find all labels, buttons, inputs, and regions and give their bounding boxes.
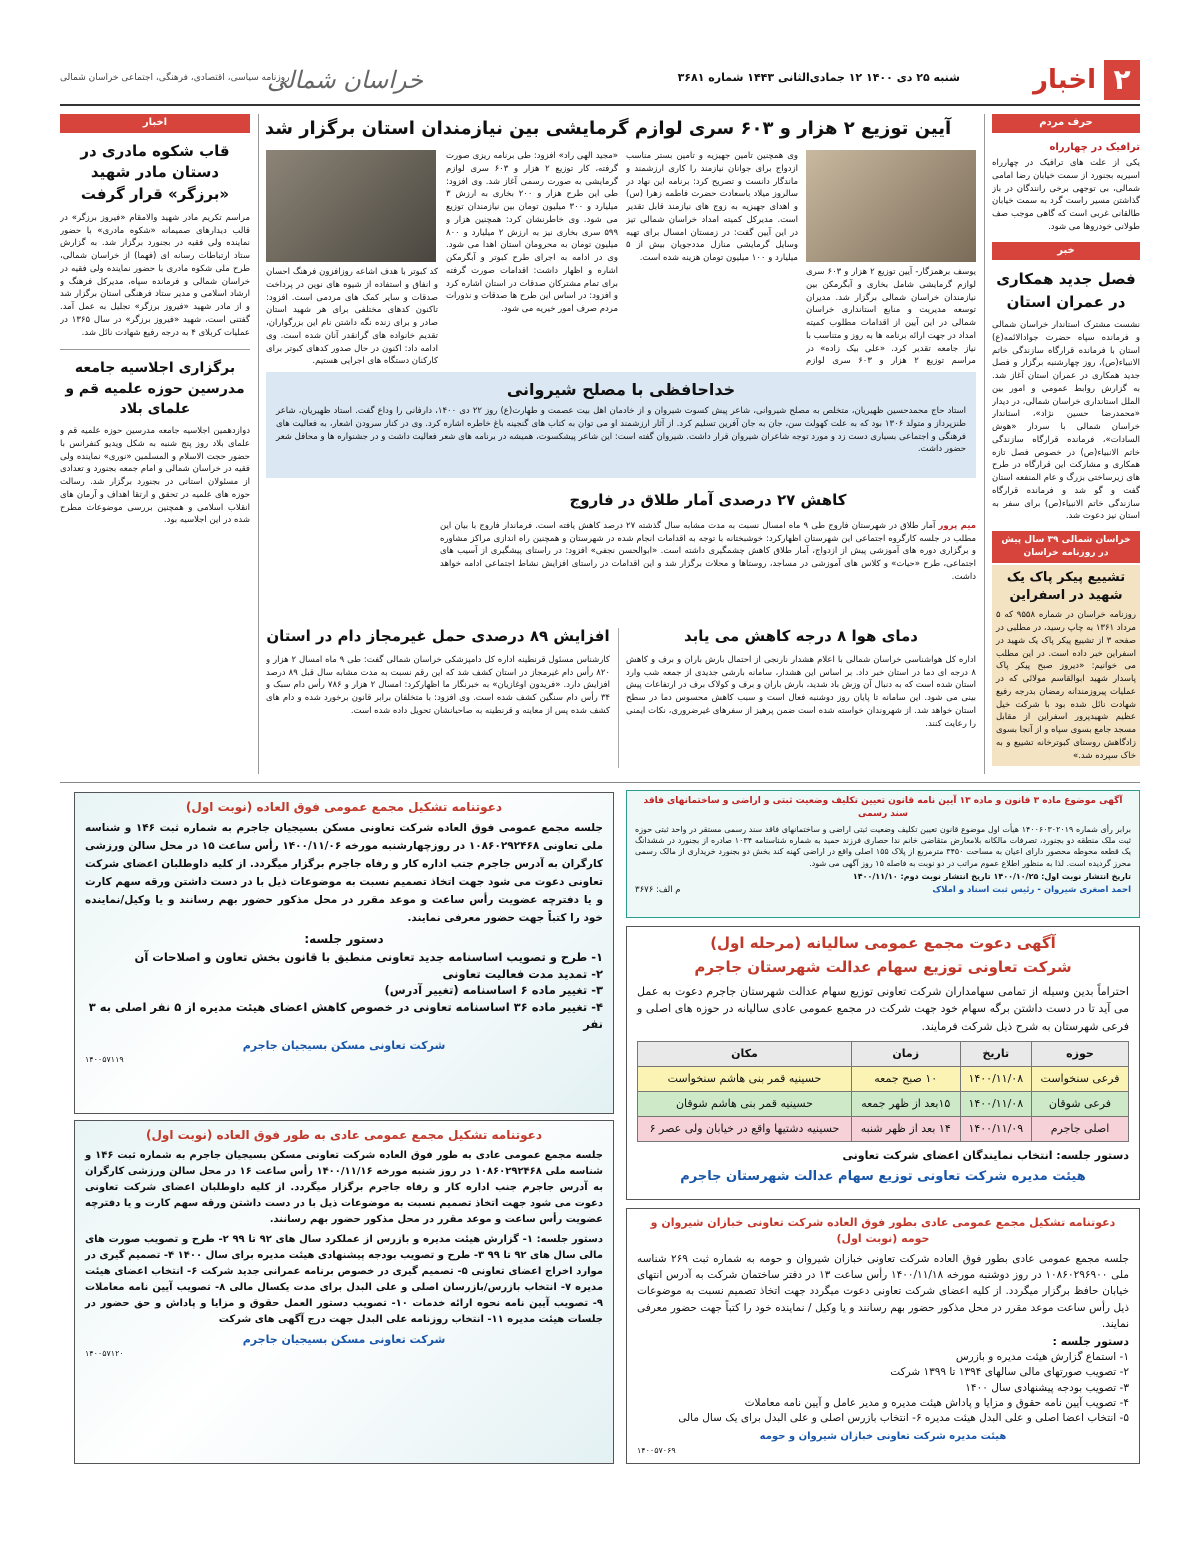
author: میم پرور — [938, 520, 976, 531]
livestock-story — [266, 626, 610, 776]
ad-agenda: دستور جلسه: انتخاب نمایندگان اعضای شرکت تعاونی — [842, 1149, 1129, 1163]
tagline: روزنامه سیاسی، اقتصادی، فرهنگی، اجتماعی خراسان شمالی — [60, 73, 290, 83]
news-body: دوازدهمین اجلاسیه جامعه مدرسین حوزه علمیه قم و علمای بلاد روز پنج شنبه به شکل ویدیو کنفرانس با حضور حجت الاسلام و المسلمین «نوری» نماینده ولی فقیه در خراسان شمالی و امام جمعه بجنورد و تعدادی از مسئولان استانی در بجنورد برگزار شد. رسالت حوزه های علمیه در تحقق و ارتقا اهداف و آرمان های انقلاب اسلامی و همچنین بررسی موضوعات مطرح شده در این اجلاسیه بود. — [60, 426, 250, 526]
ad-title: دعوتنامه تشکیل مجمع عمومی فوق العاده (نوبت اول) — [185, 800, 503, 814]
ad-agenda: دستور جلسه: ۱- گزارش هیئت مدیره و بازرس از عملکرد سال های ۹۲ تا ۹۹ ۲- طرح و تصویب صورت های مالی سال های ۹۲ تا ۹۹ ۳- طرح و تصویب بودجه پیشنهادی هیئت مدیره برای سال ۱۴۰۰ ۴- تصمیم گیری در موارد اخراج اعضای تعاونی ۵- تصمیم گیری در خصوص برنامه عمرانی جدید شرکت ۶- انتخاب اعضای هیئت مدیره ۷- انتخاب بازرس/بازرسان اصلی و علی البدل برای مدت یکسال مالی ۸- تصویب آیین نامه معاملات ۹- تصویب آیین نامه نحوه ارائه خدمات ۱۰- تصویب دستور العمل حقوق و مزایا و پاداش و حق حضور در جلسات هیئت مدیره ۱۱- انتخاب روزنامه علی البدل جهت درج آگهی های شرکت — [85, 1234, 604, 1326]
ad-code: ۱۴۰۰۵۷۱۲۰ — [85, 1349, 124, 1359]
news-body: مراسم تکریم مادر شهید والامقام «فیروز برزگر» در قالب دیدارهای صمیمانه «شکوه مادری» با حضور نماینده ولی فقیه در بجنورد برگزار شد. به گزارش ستاد ارتباطات رسانه ای (فهما) از خراسان شمالی، طرح ملی شکوه مادری با حضور نماینده ولی فقیه در خراسان شمالی و فرمانده سپاه، مدیرکل فرهنگ و ارشاد اسلامی و مدیر ستاد فرهنگی استان برگزار شد و از مادر شهید «فیروز برزگر» تجلیل به عمل آمد. گفتنی است، شهید «فیروز برزگر» در سال ۱۳۶۵ در عملیات کربلای ۴ به درجه رفیع شهادت نائل شد. — [60, 212, 250, 338]
table-row: اصلی جاجرم ۱۴۰۰/۱۱/۰۹ ۱۴ بعد از ظهر شنبه حسینیه دشتیها واقع در خیابان ولی عصر ۶ — [638, 1117, 1129, 1142]
ad-agenda-item: ۴- تصویب آیین نامه حقوق و مزایا و پاداش هیئت مدیره و مدیر عامل و آیین نامه معاملات — [744, 1396, 1129, 1409]
section-tag: اخبار — [60, 114, 250, 133]
date-line: شنبه ۲۵ دی ۱۴۰۰ ۱۲ جمادی‌الثانی ۱۴۴۳ شماره ۳۶۸۱ — [677, 71, 960, 84]
ad-subtitle: شرکت تعاونی توزیع سهام عدالت شهرستان جاجرم — [694, 957, 1072, 976]
ad-body: برابر رأی شماره ۱۴۰۰۶۰۳۰۲۰۱۹ هیأت اول موضوع قانون تعیین تکلیف وضعیت ثبتی اراضی و ساختمانهای فاقد سند رسمی مستقر در واحد ثبتی حوزه ثبت ملک منطقه دو بجنورد، تصرفات مالکانه بلامعارض متقاضی خانم ندا حصاری فرزند حمید به شماره شناسنامه ۱۰۳۴ صادره از بجنورد در ششدانگ یک قطعه محوطه محصور دارای اعیان به مساحت ۳۴۵۰ مترمربع از پلاک ۱۵۵ اصلی واقع در اراضی کهنه کند بخش دو بجنورد خریداری از مالک رسمی محرز گردیده است. لذا به منظور اطلاع عموم مراتب در دو نوبت به فاصله ۱۵ روز آگهی می شود. — [635, 825, 1132, 868]
ad-agenda-title: دستور جلسه : — [1052, 1335, 1129, 1349]
story-col-3: «مجید الهی راد» افزود: طی برنامه ریزی صورت گرفته، کار توزیع ۲ هزار و ۶۰۳ سری لوازم گرمایشی به صورت رسمی آغاز شد. وی افزود: طی این طرح هزار و ۲۰۰ بخاری به ارزش ۳ میلیارد و ۳۰۰ میلیون تومان بین نیازمندان توزیع می شود. وی خاطرنشان کرد: همچنین هزار و ۵۹۹ سری بخاری نیز به ارزش ۲ میلیارد و ۸۰۰ میلیون تومان به محرومان استان اهدا می شود. وی در ادامه به اجرای طرح کبوتر و آبگرمکن اشاره و اظهار داشت: اقدامات صورت گرفته برای تمام مشترکان صدقات در استان اشاره کرد و افزود: در اساس این طرح ها صدقات و نذورات مردم صرف امور خیریه می شود. — [446, 151, 618, 314]
story-col-1: یوسف برهمزگار- آیین توزیع ۲ هزار و ۶۰۳ سری لوازم گرمایشی شامل بخاری و آبگرمکن بین نیازمندان خراسان شمالی برگزار شد. مدیران توسعه مدیریت و منابع استانداری خراسان شمالی در این آیین از اقدامات مطلوب کمیته امداد در جهت ارائه برنامه ها به روز و متناسب با نیاز جامعه تقدیر کرد. «علی بیک زاده» در مراسم توزیع ۲ هزار و ۶۰۳ سری لوازم — [806, 267, 976, 366]
ad-body: جلسه مجمع عمومی عادی بطور فوق العاده شرکت تعاونی خبازان شیروان و حومه به شماره ثبت ۲۶۹ شناسه ملی ۱۰۸۶۰۲۹۶۹۰۰ در روز دوشنبه مورخه ۱۴۰۰/۱۱/۱۸ رأس ساعت ۱۳ در دفتر ساختمان شرکت به آدرس انتهای خیابان حافظ برگزار میگردد. از کلیه اعضای شرکت تعاونی دعوت میگردد جهت اتخاذ تصمیم نسبت به موضوعات ذیل رأس ساعت موعد مقرر در محل مذکور حضور بهم رسانند و یا وکیل / نماینده خود را کتباً جهت حضور معرفی نمایند. — [637, 1252, 1129, 1330]
story-col-4: کد کبوتر با هدف اشاعه روزافزون فرهنگ احسان و انفاق و استفاده از شیوه های نوین در پرداخت صدقات و سایر کمک های مردمی است. افزود: تاکنون کدهای مختلفی برای هر شهید استان صادر و برای زنده نگه داشتن نام این بزرگواران، تقدیم خانواده های گرانقدر آنان شده است. وی ادامه داد: اکنون در حال صدور کدهای کبوتر برای کارکنان دستگاه های اجرایی هستیم. — [266, 267, 438, 366]
ad-signature: شرکت تعاونی مسکن بسیجیان جاجرم — [242, 1039, 446, 1053]
newspaper-logo: خراسان شمالی — [266, 66, 424, 94]
ad-signature: هیئت مدیره شرکت تعاونی توزیع سهام عدالت شهرستان جاجرم — [680, 1168, 1086, 1184]
table-row: فرعی سنخواست ۱۴۰۰/۱۱/۰۸ ۱۰ صبح جمعه حسینیه قمر بنی هاشم سنخواست — [638, 1067, 1129, 1092]
ad-bakers-cooperative — [626, 1208, 1140, 1464]
farewell-body: استاد حاج محمدحسین ظهیریان، متخلص به مصلح شیروانی، شاعر پیش کسوت شیروان و از خادمان اهل بیت عصمت و طهارت(ع) روز ۲۲ دی ۱۴۰۰، دارفانی را وداع گفت. استاد ظهیریان، شاعر طنزپرداز و متولد ۱۳۰۶ بود که به علت کهولت سن، جان به جان آفرین تسلیم کرد. از آثار ارزشمند او می توان به کتاب های گنجینه باغ خاطره اشاره کرد. وی در کنار سرودن اشعار، به فعالیت های فرهنگی و اجتماعی بسیاری دست زد و مورد توجه شاعران شیروان قرار داشت. شیروان گفته است: این شاعر پیشکسوت، همیشه در برنامه های شعر فعالیت داشت و در جشنواره ها و محافل شعر حضور داشت. — [276, 406, 966, 455]
ad-justice-shares — [626, 926, 1140, 1200]
news-body: نشست مشترک استاندار خراسان شمالی و فرمانده سپاه حضرت جوادالائمه(ع) استان با فرمانده قرارگاه سازندگی خاتم الانبیاء(ص)، روز چهارشنبه برگزار و فصل جدید همکاری در عمران استان آغاز شد. به گزارش روابط عمومی و امور بین الملل استانداری خراسان شمالی، در دیدار «محمدرضا حسین نژاد»، استاندار خراسان شمالی با سردار «هوش السادات»، فرمانده قرارگاه سازندگی خاتم الانبیاء(ص) در خصوص فصل تازه همکاری و مشارکت این قرارگاه در طرح های زیرساختی بزرگ و عام المنفعه استان گفت و گو شد و فرمانده قرارگاه سازندگی خاتم الانبیاء(ص) برای سفر به استان نیز دعوت شد. — [992, 320, 1140, 522]
news-title: ترافیک در چهارراه — [1049, 141, 1140, 153]
ad-agenda-title: دستور جلسه: — [304, 932, 384, 947]
divorce-headline: کاهش ۲۷ درصدی آمار طلاق در فاروج — [569, 491, 847, 509]
divorce-body: آمار طلاق در شهرستان فاروج طی ۹ ماه امسال نسبت به مدت مشابه سال گذشته ۲۷ درصد کاهش یافته است. فرماندار فاروج با بیان این مطلب در جلسه کارگروه اجتماعی این شهرستان اظهارکرد: خوشبختانه با توجه به اقدامات انجام شده در شهرستان و همچنین راه اندازی مراکز مشاوره و برگزاری دوره های آموزشی پیش از ازدواج، آمار طلاق کاهش چشمگیری داشته است. «ابوالحسن نجفی» افزود: در راستای پیشگیری از آسیب های اجتماعی، طرح «حیات» و کلاس های آموزشی در مساجد، روستاها و محلات برگزار شد و این اقدامات در راستای افزایش نشاط اجتماعی ادامه خواهد داشت. — [440, 520, 976, 582]
news-title: برگزاری اجلاسیه جامعه مدرسین حوزه علمیه قم و علمای بلاد — [65, 360, 245, 417]
story-photo-right — [806, 150, 976, 262]
ad-code: ۱۴۰۰۵۷۰۶۹ — [637, 1445, 676, 1455]
ad-title: آگهی دعوت مجمع عمومی سالیانه (مرحله اول) — [710, 934, 1056, 952]
col-header: حوزه — [1031, 1042, 1128, 1067]
farewell-headline: خداحافظی با مصلح شیروانی — [506, 380, 736, 399]
ad-agenda-item: ۴- تغییر ماده ۳۶ اساسنامه تعاونی در خصوص کاهش اعضای هیئت مدیره از ۵ نفر اصلی به ۳ نفر — [88, 999, 603, 1031]
ad-body: جلسه مجمع عمومی فوق العاده شرکت تعاونی مسکن بسیجیان جاجرم به شماره ثبت ۱۴۶ و شناسه ملی تعاونی ۱۰۸۶۰۲۹۲۴۶۸ در روزچهارشنبه مورخه ۱۴۰۰/۱۱/۰۶ رأس ساعت ۱۵ در محل سالن ورزشی کارگران به آدرس جاجرم جنب اداره کار و رفاه جاجرم برگزار میگردد. از کلیه داوطلبان اعضای شرکت تعاونی دعوت می شود جهت اتخاذ تصمیم نسبت به موضوعات ذیل با در دست داشتن ورقه سهم کارت و یا دفترچه عضویت رأس ساعت و موعد مقرر در محل مذکور حضور بهم رسانند و یا وکیل/نماینده خود را کتباً جهت حضور معرفی نمایند. — [85, 822, 603, 924]
col-header: مکان — [638, 1042, 852, 1067]
temperature-body: اداره کل هواشناسی خراسان شمالی با اعلام هشدار نارنجی از احتمال بارش باران و برف و کاهش ۸ درجه ای دما در استان خبر داد. بر اساس این هشدار، سامانه بارشی جدیدی از جمعه شب وارد استان شده است که به دنبال آن وزش باد شدید، بارش باران و برف و کولاک برف در ارتفاعات پیش بینی می شود. این سامانه تا پایان روز دوشنبه فعال است و سبب کاهش محسوس دما در سطح استان خواهد شد. از شهروندان خواسته شده است ضمن پرهیز از سفرهای غیرضروری، نکات ایمنی را رعایت کنند. — [626, 654, 976, 729]
livestock-body: کارشناس مسئول قرنطینه اداره کل دامپزشکی خراسان شمالی گفت: طی ۹ ماه امسال ۲ هزار و ۸۲۰ رأس دام غیرمجاز در استان کشف شد که این رقم نسبت به مدت مشابه سال قبل ۸۹ درصد افزایش دارد. «فریدون اوغازیان» به خبرنگار ما اظهارکرد: امسال ۲ هزار و ۷۸۶ رأس دام سبک و ۳۴ رأس دام سنگین کشف شده است. وی افزود: با متخلفان برابر قانون برخورد شده و دام های کشف شده پس از معاینه و قرنطینه به صاحبانشان تحویل داده شده است. — [266, 654, 610, 716]
ad-agenda-item: ۳- تصویب بودجه پیشنهادی سال ۱۴۰۰ — [965, 1381, 1129, 1394]
news-title: قاب شکوه مادری در دستان مادر شهید «برزگر» قرار گرفت — [80, 141, 230, 203]
ad-housing-extraordinary — [74, 792, 614, 1114]
ad-code: م الف: ۳۶۷۶ — [635, 885, 681, 896]
temperature-headline: دمای هوا ۸ درجه کاهش می یابد — [683, 627, 919, 645]
ad-title: دعوتنامه تشکیل مجمع عمومی عادی به طور فوق العاده (نوبت اول) — [145, 1128, 543, 1142]
ad-agenda-item: ۳- تغییر ماده ۶ اساسنامه (تغییر آدرس) — [384, 983, 603, 998]
ad-agenda-item: ۱- استماع گزارش هیئت مدیره و بازرس — [955, 1351, 1129, 1364]
story-col-2: وی همچنین تامین جهیزیه و تامین بستر مناسب ازدواج برای جوانان نیازمند را کاری ارزشمند و ماندگار دانست و تصریح کرد: برنامه این نهاد در سالروز میلاد باسعادت حضرت فاطمه زهرا (س) و اهدای جهیزیه به زوج های نیازمند قابل تقدیر است. مدیرکل کمیته امداد خراسان شمالی تیز در این آیین گفت: در زمستان امسال برای تهیه وسایل گرمایشی منازل مددجویان بیش از ۵ میلیارد و ۱۰۰ میلیون تومان هزینه شده است. — [626, 151, 798, 263]
ad-signature: شرکت تعاونی مسکن بسیجیان جاجرم — [242, 1333, 446, 1347]
ad-agenda-item: ۵- انتخاب اعضا اصلی و علی البدل هیئت مدیره ۶- انتخاب بازرس اصلی و علی البدل برای یک سال مالی — [678, 1412, 1129, 1425]
col-header: تاریخ — [960, 1042, 1031, 1067]
ad-signature: احمد اصغری شیروان - رئیس ثبت اسناد و املاک — [932, 885, 1131, 896]
story-photo-left — [266, 150, 436, 262]
farewell-box — [266, 372, 976, 478]
news-body: یکی از علت های ترافیک در چهارراه اسیریه بجنورد از سمت خیابان رضا امامی شمالی، بی توجهی برخی رانندگان در باز گذاشتن مسیر راست گرد به سمت خیابان طالقانی غربی است که گاهی موجب صف طولانی خودروها می شود. — [992, 158, 1140, 232]
page-number: ۲ — [1104, 60, 1140, 100]
temperature-story — [626, 626, 976, 776]
ad-schedule-table — [637, 1041, 1129, 1142]
ad-agenda-item: ۲- تصویب صورتهای مالی سالهای ۱۳۹۴ تا ۱۳۹۹ شرکت — [890, 1366, 1129, 1379]
ad-title: آگهی موضوع ماده ۳ قانون و ماده ۱۳ آیین نامه قانون تعیین تکلیف وضعیت ثبتی و اراضی و ساختمانهای فاقد سند رسمی — [643, 796, 1123, 820]
news-title: تشییع پیکر پاک یک شهید در اسفراین — [1006, 570, 1126, 604]
history-banner: خراسان شمالی ۳۹ سال پیش در روزنامه خراسان — [992, 531, 1140, 563]
livestock-headline: افزایش ۸۹ درصدی حمل غیرمجاز دام در استان — [266, 627, 610, 645]
ad-date-1: تاریخ انتشار نوبت اول: ۱۴۰۰/۱۰/۲۵ — [993, 871, 1131, 881]
right-column — [992, 114, 1140, 774]
ad-agenda-item: ۱- طرح و تصویب اساسنامه جدید تعاونی منطبق با قانون بخش تعاون و اصلاحات آن — [134, 949, 603, 964]
ad-date-2: تاریخ انتشار نوبت دوم: ۱۴۰۰/۱۱/۱۰ — [852, 871, 991, 881]
ad-intro: احتراماً بدین وسیله از تمامی سهامداران شرکت تعاونی توزیع سهام عدالت شهرستان جاجرم دعوت به عمل می آید تا در دست داشتن برگه سهام خود جهت شرکت در مجمع عمومی عادی سالیانه در حوزه های اصلی و فرعی شهرستان به شرح ذیل شرکت فرمایند. — [637, 984, 1129, 1033]
col-header: زمان — [851, 1042, 960, 1067]
section-tag: خبر — [992, 242, 1140, 261]
history-box — [992, 565, 1140, 766]
section-tag: حرف مردم — [992, 114, 1140, 133]
ad-title: دعوتنامه تشکیل مجمع عمومی عادی بطور فوق العاده شرکت تعاونی خبازان شیروان و حومه (نوبت اول) — [650, 1216, 1116, 1245]
ad-body: جلسه مجمع عمومی عادی به طور فوق العاده شرکت تعاونی مسکن بسیجیان جاجرم به شماره ثبت ۱۴۶ و شناسه ملی ۱۰۸۶۰۲۹۲۴۶۸ در روز شنبه مورخه ۱۴۰۰/۱۱/۱۶ رأس ساعت ۱۶ در محل سالن ورزشی کارگران به آدرس جاجرم جنب اداره کار و رفاه جاجرم برگزار میگردد. از کلیه داوطلبان اعضای شرکت تعاونی دعوت می شود جهت اتخاذ تصمیم نسبت به موضوعات ذیل با در دست داشتن ورقه سهم کارت و یا دفترچه عضویت رأس ساعت و موعد مقرر در محل مذکور حضور بهم رسانند. — [85, 1150, 603, 1226]
divorce-story — [440, 486, 976, 626]
section-title: اخبار — [1033, 65, 1096, 95]
ad-land-registration — [626, 790, 1140, 918]
main-headline: آیین توزیع ۲ هزار و ۶۰۳ سری لوازم گرمایشی بین نیازمندان استان برگزار شد — [264, 118, 952, 139]
table-row: فرعی شوقان ۱۴۰۰/۱۱/۰۸ ۱۵بعد از ظهر جمعه حسینیه قمر بنی هاشم شوقان — [638, 1092, 1129, 1117]
ad-code: ۱۴۰۰۵۷۱۱۹ — [85, 1055, 124, 1065]
news-title: فصل جدید همکاری در عمران استان — [996, 270, 1136, 311]
masthead — [60, 60, 1140, 102]
ad-housing-ordinary — [74, 1120, 614, 1464]
news-body: روزنامه خراسان در شماره ۹۵۵۸ که ۵ مرداد ۱۳۶۱ به چاپ رسید، در مطلبی در صفحه ۳ از تشییع پیکر پاک یک شهید در اسفراین خبر داده است. در این مطلب می خوانیم: «دیروز صبح پیکر پاک پاسدار شهید ابوالقاسم مولائی که در عملیات پیروزمندانه رمضان بدرجه رفیع شهادت نائل شده بود با شرکت خیل عظیم شهیدپرور اسفراین از مقابل مسجد جامع بسوی سپاه و از آنجا بسوی زادگاهش روستای کبوترخانه تشییع و به خاک سپرده شد.» — [995, 610, 1136, 761]
ad-agenda-item: ۲- تمدید مدت فعالیت تعاونی — [442, 966, 603, 981]
ad-signature: هیئت مدیره شرکت تعاونی خبازان شیروان و حومه — [759, 1431, 1007, 1443]
left-column — [60, 114, 250, 774]
